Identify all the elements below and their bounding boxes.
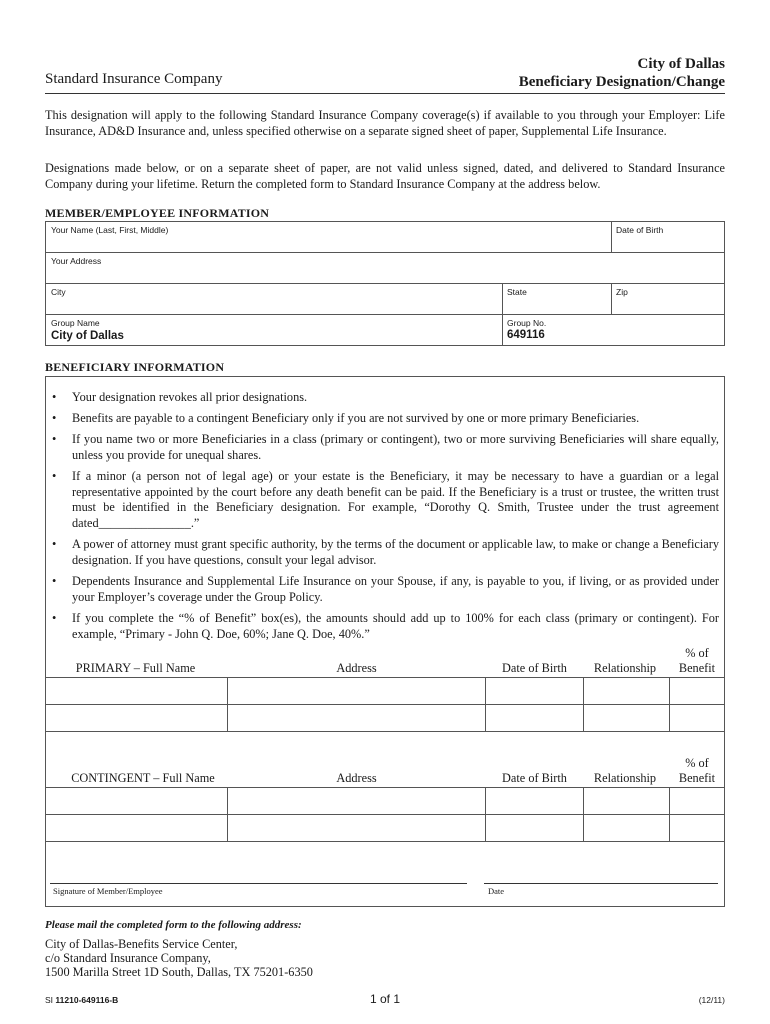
contingent-2-address-field[interactable]	[228, 815, 484, 840]
mail-address-line-1: City of Dallas-Benefits Service Center,	[45, 937, 238, 951]
primary-1-dob-field[interactable]	[486, 678, 582, 703]
contingent-1-address-field[interactable]	[228, 788, 484, 813]
contingent-1-percent-field[interactable]	[670, 788, 724, 813]
form-number: SI 11210-649116-B	[45, 995, 119, 1005]
primary-dob-header: Date of Birth	[502, 661, 567, 675]
name-field-label: Your Name (Last, First, Middle)	[51, 225, 169, 235]
contingent-2-percent-field[interactable]	[670, 815, 724, 840]
primary-1-name-field[interactable]	[46, 678, 226, 703]
signature-date-field[interactable]	[484, 855, 718, 882]
state-field-label: State	[507, 287, 527, 297]
zip-field[interactable]	[612, 296, 722, 313]
zip-field-label: Zip	[616, 287, 628, 297]
date-label: Date	[488, 886, 505, 896]
contingent-1-name-field[interactable]	[46, 788, 226, 813]
primary-1-relationship-field[interactable]	[584, 678, 668, 703]
group-no-value: 649116	[507, 329, 545, 341]
primary-2-percent-field[interactable]	[670, 705, 724, 730]
contingent-2-dob-field[interactable]	[486, 815, 582, 840]
primary-address-header: Address	[336, 661, 377, 675]
date-line	[484, 883, 718, 884]
signature-label: Signature of Member/Employee	[53, 886, 163, 896]
contingent-dob-header: Date of Birth	[502, 771, 567, 785]
contingent-relationship-header: Relationship	[593, 771, 657, 785]
beneficiary-section-heading: BENEFICIARY INFORMATION	[45, 360, 225, 374]
group-no-label: Group No.	[507, 318, 547, 328]
primary-1-address-field[interactable]	[228, 678, 484, 703]
name-field[interactable]	[47, 234, 607, 251]
beneficiary-bullets: • Your designation revokes all prior designations. • Benefits are payable to a contingent Beneficiary only if you are not survived by one or more primary Beneficiaries. • If you name two or more Beneficiaries in a class (primary or contingent), two or more surviving Beneficiaries will share equally, unless you provide for unequal shares. • If a minor (a person not of legal age) or your estate is the Beneficiary, it may be necessary to have a guardian or a legal representative appointed by the court before any death benefit can be paid. If the Beneficiary is a trust or trustee, the written trust must be identified in the Beneficiary designation. For example, “Dorothy Q. Smith, Trustee under the trust agreement dated_______________.” • A power of attorney must grant specific authority, by the terms of the document or applicable law, to make or change a Beneficiary designation. If you have questions, consult your legal advisor. • Dependents Insurance and Supplemental Life Insurance on your Spouse, if any, is payable to you, if living, or as provided under your Employer’s coverage under the Group Policy. • If you complete the “% of Benefit” box(es), the amounts should add up to 100% for each class (primary or contingent). For example, “Primary - John Q. Doe, 60%; Jane Q. Doe, 40%.”	[52, 390, 719, 641]
contingent-1-dob-field[interactable]	[486, 788, 582, 813]
signature-line	[50, 883, 467, 884]
form-title-city: City of Dallas	[637, 56, 725, 72]
city-field-label: City	[51, 287, 66, 297]
city-field[interactable]	[47, 296, 499, 313]
contingent-2-name-field[interactable]	[46, 815, 226, 840]
member-info-box	[45, 221, 725, 346]
contingent-2-relationship-field[interactable]	[584, 815, 668, 840]
primary-name-header: PRIMARY – Full Name	[75, 661, 196, 675]
primary-2-dob-field[interactable]	[486, 705, 582, 730]
contingent-percent-header: % of Benefit	[678, 756, 716, 785]
dob-field-label: Date of Birth	[616, 225, 664, 235]
primary-2-relationship-field[interactable]	[584, 705, 668, 730]
mail-address-line-3: 1500 Marilla Street 1D South, Dallas, TX 75201-6350	[45, 965, 313, 979]
primary-beneficiary-table	[45, 677, 725, 732]
contingent-address-header: Address	[336, 771, 377, 785]
company-name: Standard Insurance Company	[45, 71, 223, 87]
intro-paragraph-1: This designation will apply to the following Standard Insurance Company coverage(s) if available to you through your Employer: Life Insurance, AD&D Insurance and, unless specified otherwise on a separate signed sheet of paper, Supplemental Life Insurance.	[45, 108, 725, 138]
primary-percent-header: % of Benefit	[678, 646, 716, 675]
primary-2-address-field[interactable]	[228, 705, 484, 730]
address-field[interactable]	[47, 265, 723, 282]
address-field-label: Your Address	[51, 256, 102, 266]
member-section-heading: MEMBER/EMPLOYEE INFORMATION	[45, 206, 270, 220]
group-name-label: Group Name	[51, 318, 100, 328]
dob-field[interactable]	[612, 234, 722, 251]
primary-2-name-field[interactable]	[46, 705, 226, 730]
page-number: 1 of 1	[370, 992, 401, 1006]
contingent-1-relationship-field[interactable]	[584, 788, 668, 813]
form-revision: (12/11)	[698, 995, 725, 1005]
mail-heading: Please mail the completed form to the following address:	[45, 919, 302, 931]
contingent-name-header: CONTINGENT – Full Name	[71, 771, 215, 785]
state-field[interactable]	[503, 296, 609, 313]
intro-paragraph-2: Designations made below, or on a separate sheet of paper, are not valid unless signed, dated, and delivered to Standard Insurance Company during your lifetime. Return the completed form to Standard Insurance Company at the address below.	[45, 161, 725, 191]
form-title: Beneficiary Designation/Change	[518, 74, 725, 90]
group-name-value: City of Dallas	[51, 330, 124, 342]
header-divider	[45, 93, 725, 94]
primary-1-percent-field[interactable]	[670, 678, 724, 703]
primary-relationship-header: Relationship	[593, 661, 657, 675]
mail-address-line-2: c/o Standard Insurance Company,	[45, 951, 211, 965]
signature-field[interactable]	[50, 855, 467, 882]
contingent-beneficiary-table	[45, 787, 725, 842]
